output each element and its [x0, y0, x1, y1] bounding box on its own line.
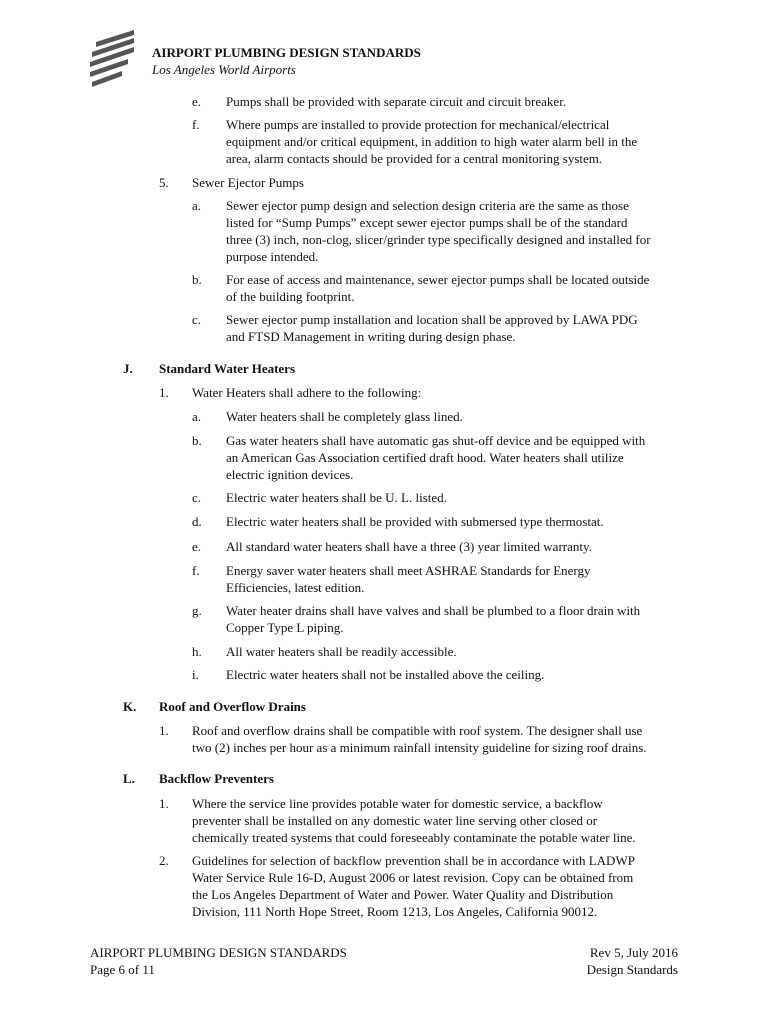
- section-label: K.: [123, 699, 137, 714]
- list-item-text: Sewer Ejector Pumps: [192, 175, 304, 190]
- list-item-text: Where the service line provides potable water for domestic service, a backflow: [192, 796, 603, 811]
- list-label: a.: [192, 409, 202, 424]
- list-item-text: the Los Angeles Department of Water and Power. Water Quality and Distribution: [192, 887, 614, 902]
- section-label: L.: [123, 771, 135, 786]
- list-item-text: Energy saver water heaters shall meet ASHRAE Standards for Energy: [226, 563, 591, 578]
- list-number: 5.: [159, 175, 169, 190]
- list-item-text: Efficiencies, latest edition.: [226, 580, 365, 595]
- list-label: b.: [192, 433, 202, 448]
- list-label: d.: [192, 514, 202, 529]
- list-item-text: area, alarm contacts should be provided for a central monitoring system.: [226, 151, 603, 166]
- footer-right: [587, 944, 678, 978]
- list-item-text: Electric water heaters shall not be installed above the ceiling.: [226, 667, 545, 682]
- list-label: i.: [192, 667, 199, 682]
- list-item-text: Guidelines for selection of backflow prevention shall be in accordance with LADWP: [192, 853, 635, 868]
- document-title: AIRPORT PLUMBING DESIGN STANDARDS: [152, 45, 421, 60]
- list-item-text: Sewer ejector pump design and selection design criteria are the same as those: [226, 198, 629, 213]
- list-item-text: Electric water heaters shall be U. L. listed.: [226, 490, 447, 505]
- list-label: f.: [192, 563, 200, 578]
- list-item-text: purpose intended.: [226, 249, 319, 264]
- list-item-text: Water heater drains shall have valves and shall be plumbed to a floor drain with: [226, 603, 641, 618]
- list-item-text: Copper Type L piping.: [226, 620, 344, 635]
- list-item-text: of the building footprint.: [226, 289, 355, 304]
- list-label: c.: [192, 490, 202, 505]
- list-item-text: electric ignition devices.: [226, 467, 354, 482]
- section-heading: Standard Water Heaters: [159, 361, 296, 376]
- list-item-text: All standard water heaters shall have a three (3) year limited warranty.: [226, 539, 592, 554]
- section-heading: Roof and Overflow Drains: [159, 699, 306, 714]
- footer-left: [90, 944, 347, 978]
- list-label: c.: [192, 312, 202, 327]
- list-label: b.: [192, 272, 202, 287]
- list-label: g.: [192, 603, 202, 618]
- list-label: h.: [192, 644, 202, 659]
- list-number: 1.: [159, 796, 169, 811]
- document-subtitle: Los Angeles World Airports: [152, 62, 296, 77]
- list-item-text: equipment and/or critical equipment, in addition to high water alarm bell in the: [226, 134, 638, 149]
- list-item-text: Division, 111 North Hope Street, Room 1213, Los Angeles, California 90012.: [192, 904, 598, 919]
- list-item-text: Water heaters shall be completely glass lined.: [226, 409, 463, 424]
- list-number: 1.: [159, 723, 169, 738]
- list-item-text: preventer shall be installed on any domestic water line serving other closed or: [192, 813, 598, 828]
- list-item-text: Water Heaters shall adhere to the following:: [192, 385, 422, 400]
- footer-section: Design Standards: [586, 962, 678, 977]
- list-item-text: listed for “Sump Pumps” except sewer ejector pumps shall be of the standard: [226, 215, 628, 230]
- list-item-text: three (3) inch, non-clog, slicer/grinder type specifically designed and installed for: [226, 232, 651, 247]
- list-label: a.: [192, 198, 202, 213]
- footer-page-number: Page 6 of 11: [90, 962, 155, 977]
- list-item-text: an American Gas Association certified draft hood. Water heaters shall utilize: [226, 450, 624, 465]
- list-item-text: two (2) inches per hour as a minimum rainfall intensity guideline for sizing roof drains.: [192, 740, 647, 755]
- section-heading: Backflow Preventers: [159, 771, 274, 786]
- list-item-text: and FTSD Management in writing during design phase.: [226, 329, 516, 344]
- list-number: 1.: [159, 385, 169, 400]
- footer-revision: Rev 5, July 2016: [589, 945, 678, 960]
- list-item-text: Sewer ejector pump installation and location shall be approved by LAWA PDG: [226, 312, 638, 327]
- list-label: f.: [192, 117, 200, 132]
- list-item-text: chemically treated systems that could foreseeably contaminate the potable water line.: [192, 830, 636, 845]
- list-item-text: Gas water heaters shall have automatic gas shut-off device and be equipped with: [226, 433, 646, 448]
- section-label: J.: [123, 361, 133, 376]
- list-item-text: Roof and overflow drains shall be compatible with roof system. The designer shall use: [192, 723, 643, 738]
- footer-document-title: AIRPORT PLUMBING DESIGN STANDARDS: [90, 945, 347, 960]
- lawa-logo-icon: [88, 28, 138, 90]
- list-number: 2.: [159, 853, 169, 868]
- list-item-text: Electric water heaters shall be provided with submersed type thermostat.: [226, 514, 604, 529]
- list-label: e.: [192, 94, 202, 109]
- list-item-text: All water heaters shall be readily accessible.: [226, 644, 457, 659]
- list-item-text: Water Service Rule 16-D, August 2006 or latest revision. Copy can be obtained from: [192, 870, 634, 885]
- list-item-text: For ease of access and maintenance, sewer ejector pumps shall be located outside: [226, 272, 650, 287]
- list-label: e.: [192, 539, 202, 554]
- list-item-text: Pumps shall be provided with separate circuit and circuit breaker.: [226, 94, 567, 109]
- list-item-text: Where pumps are installed to provide protection for mechanical/electrical: [226, 117, 610, 132]
